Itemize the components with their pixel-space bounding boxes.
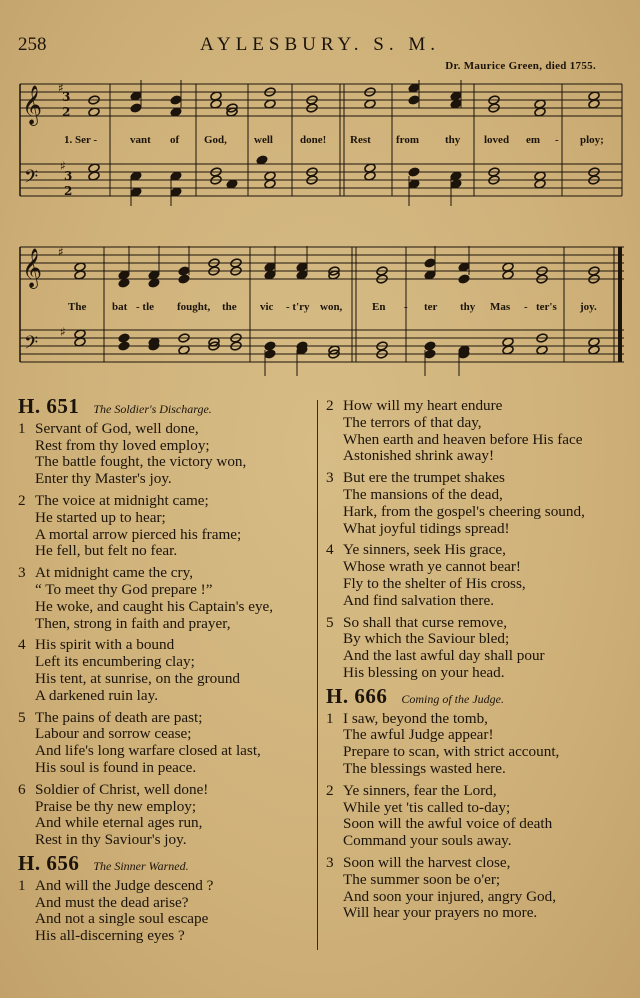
verse-line [18,671,316,688]
verse-line [18,582,316,599]
verse-text: And must the dead arise? [35,893,189,911]
verse-line [18,895,316,912]
stanza [326,470,626,537]
verse-line [326,816,626,833]
verse-text: Prepare to scan, with strict account, [343,743,560,761]
verse-line [18,928,316,945]
verse-text: Soon will the awful voice of death [343,815,553,833]
column-divider [317,400,318,950]
verse-line [18,782,316,799]
verse-text: Ye sinners, fear the Lord, [343,781,497,799]
verse-line [326,504,626,521]
verse-line [326,398,626,415]
svg-text:♯: ♯ [58,81,64,95]
verse-line [326,665,626,682]
lyric-syllable: em [526,134,541,146]
hymn-heading [326,683,626,708]
verse-number: 2 [326,781,334,799]
verse-line [18,654,316,671]
verse-line [18,688,316,705]
verse-text: And not a single soul escape [35,910,209,928]
verse-line [326,415,626,432]
verse-line [326,559,626,576]
lyric-syllable: The [68,301,87,313]
stanza [326,398,626,465]
hymn-heading [18,394,316,418]
lyric-syllable: - [404,301,408,313]
lyric-syllable: God, [204,134,227,146]
verse-text: The battle fought, the victory won, [35,453,247,471]
verse-text: Fly to the shelter of His cross, [343,574,526,592]
verse-text: And find salvation there. [343,591,494,609]
verse-text: And while eternal ages run, [35,814,203,832]
verse-number: 4 [18,636,26,654]
hymn-subtitle: The Sinner Warned. [93,858,189,873]
verse-line [18,493,316,510]
hymn-subtitle: The Soldier's Discharge. [93,402,212,416]
stanza [326,542,626,609]
lyric-syllable: fought, [177,301,211,313]
bass-clef-icon-2: 𝄢 [24,333,39,358]
lyric-syllable: ter's [536,301,557,313]
stanza [18,493,316,560]
verse-text: The pains of death are past; [35,708,203,726]
verse-text: He started up to hear; [35,508,166,526]
verse-text: How will my heart endure [343,397,503,414]
verse-number: 5 [326,613,334,631]
verse-text: So shall that curse remove, [343,613,508,631]
verse-line [18,815,316,832]
stanza [326,855,626,922]
verse-line [18,616,316,633]
verse-line [18,543,316,560]
lyric-syllable: thy [460,301,476,313]
lyric-syllable: 1. Ser - [64,134,98,146]
lyric-syllable: won, [320,301,343,313]
stanza [18,782,316,849]
verse-line [18,527,316,544]
svg-text:♯: ♯ [60,325,66,339]
verse-line [326,855,626,872]
verse-text: The blessings wasted here. [343,759,506,777]
verse-text: His soul is found in peace. [35,758,197,776]
verse-line [326,521,626,538]
verse-line [326,711,626,728]
verse-line [326,487,626,504]
stanza [326,711,626,778]
note-head [424,349,436,359]
lyric-syllable: joy. [580,301,597,313]
svg-text:2: 2 [62,105,71,119]
verse-number: 1 [18,876,26,894]
verse-line [18,911,316,928]
verse-line [326,744,626,761]
verse-line [326,889,626,906]
hymn-subtitle: Coming of the Judge. [401,691,504,706]
verse-text: A mortal arrow pierced his frame; [35,525,242,543]
verse-text: He woke, and caught his Captain's eye, [35,597,274,615]
treble-clef-icon-2: 𝄞 [22,248,43,288]
treble-clef-icon: 𝄞 [22,85,43,125]
staff-system2-bass [20,330,624,362]
lyric-syllable: - t'ry [286,301,310,313]
verse-text: A darkened ruin lay. [35,686,159,704]
composer-credit: Dr. Maurice Green, died 1755. [445,60,596,72]
lyrics-line-1 [64,134,604,146]
verse-text: While yet 'tis called to-day; [343,798,511,816]
lyric-syllable: thy [445,134,461,146]
verse-line [18,637,316,654]
verse-text: Labour and sorrow cease; [35,725,192,743]
verse-text: The summer soon be o'er; [343,870,501,888]
note-head [178,266,190,276]
verse-text: Will hear your prayers no more. [343,904,538,922]
verse-line [18,454,316,471]
lyric-syllable: vant [130,134,151,146]
note-head [170,95,182,105]
note-head [118,333,130,343]
verse-text: Servant of God, well done, [35,419,199,437]
verse-line [18,799,316,816]
verse-line [326,542,626,559]
verse-number: 4 [326,541,334,559]
verse-text: What joyful tidings spread! [343,519,510,537]
lyric-syllable: ploy; [580,134,604,146]
verse-text: Rest in thy Saviour's joy. [35,831,187,849]
verse-number: 2 [18,491,26,509]
verse-line [326,631,626,648]
verse-line [326,833,626,850]
right-column [326,398,626,927]
verse-line [18,878,316,895]
verse-text: His tent, at sunrise, on the ground [35,669,241,687]
lyric-syllable: En [372,301,386,313]
page-number: 258 [18,34,47,55]
verse-line [326,761,626,778]
note-head [178,274,190,284]
stanza [18,710,316,777]
verse-text: Hark, from the gospel's cheering sound, [343,502,585,520]
verse-text: “ To meet thy God prepare !” [35,580,213,598]
verse-number: 3 [326,469,334,487]
stanza [326,615,626,682]
lyrics-line-2 [68,301,597,313]
stanza [18,421,316,488]
verse-line [18,726,316,743]
verse-text: The terrors of that day, [343,413,482,431]
svg-text:3: 3 [62,90,71,104]
verse-line [326,615,626,632]
verse-text: At midnight came the cry, [35,564,194,582]
verse-line [326,470,626,487]
verse-line [18,760,316,777]
verse-text: His all-discerning eyes ? [35,927,185,945]
verse-number: 6 [18,780,26,798]
verse-text: Enter thy Master's joy. [35,470,172,488]
left-column [18,394,316,950]
note-head [458,274,470,284]
note-head [130,103,142,113]
bass-clef-icon: 𝄢 [24,167,39,192]
verse-line [326,576,626,593]
lyric-syllable: vic [260,301,274,313]
verse-text: Whose wrath ye cannot bear! [343,558,521,576]
verse-line [326,432,626,449]
verse-text: Praise be thy new employ; [35,797,197,815]
tune-title: AYLESBURY. S. M. [200,34,440,55]
svg-text:3: 3 [64,169,73,183]
note-head [424,341,436,351]
verse-text: I saw, beyond the tomb, [343,709,488,727]
verse-line [18,438,316,455]
verse-line [326,448,626,465]
verse-line [18,471,316,488]
lyric-syllable: - [524,301,528,313]
verse-text: And will the Judge descend ? [35,876,214,894]
verse-text: His blessing on your head. [343,663,505,681]
lyric-syllable: Mas [490,301,511,313]
lyric-syllable: ter [424,301,438,313]
hymn-number: H. 666 [326,683,388,708]
verse-line [18,743,316,760]
verse-line [18,510,316,527]
verse-line [326,593,626,610]
verse-line [326,800,626,817]
verse-text: He fell, but felt no fear. [35,542,178,560]
lyric-syllable: the [222,301,237,313]
verse-line [326,648,626,665]
verse-number: 3 [326,853,334,871]
verse-text: But ere the trumpet shakes [343,469,505,487]
note-head [118,341,130,351]
svg-text:2: 2 [64,184,73,198]
note-head [424,258,436,268]
verse-text: And the last awful day shall pour [343,647,545,665]
hymn-number: H. 656 [18,850,80,875]
verse-text: Command your souls away. [343,832,512,850]
verse-line [18,599,316,616]
verse-text: Rest from thy loved employ; [35,436,210,454]
verse-text: The mansions of the dead, [343,485,503,503]
verse-text: When earth and heaven before His face [343,430,583,448]
verse-text: And life's long warfare closed at last, [35,742,261,760]
verse-text: And soon your injured, angry God, [343,887,557,905]
note-head [408,167,420,177]
verse-text: The voice at midnight came; [35,491,209,509]
verse-text: Then, strong in faith and prayer, [35,614,231,632]
verse-number: 1 [18,419,26,437]
lyric-syllable: - tle [136,301,155,313]
hymn-number: H. 651 [18,394,80,418]
verse-line [18,710,316,727]
verse-text: Left its encumbering clay; [35,653,195,671]
verse-text: Ye sinners, seek His grace, [343,541,506,559]
verse-text: Soon will the harvest close, [343,853,511,871]
note-head [408,95,420,105]
verse-text: The awful Judge appear! [343,726,494,744]
verse-line [326,727,626,744]
svg-text:♯: ♯ [58,245,64,259]
svg-text:♯: ♯ [60,159,66,173]
lyric-syllable: done! [300,134,327,146]
lyric-syllable: well [254,134,273,146]
lyric-syllable: - [555,134,559,146]
verse-text: Astonished shrink away! [343,447,495,465]
stanza [18,637,316,704]
staff-system2-treble [20,247,624,279]
notes-layer [74,80,600,376]
verse-number: 3 [18,564,26,582]
verse-number: 5 [18,708,26,726]
verse-text: His spirit with a bound [35,636,175,654]
verse-text: Soldier of Christ, well done! [35,780,209,798]
note-head [264,349,276,359]
stanza [326,783,626,850]
verse-line [18,565,316,582]
verse-text: By which the Saviour bled; [343,630,510,648]
note-head [264,341,276,351]
verse-line [326,783,626,800]
lyric-syllable: of [170,134,180,146]
lyric-syllable: from [396,134,420,146]
stanza [18,565,316,632]
verse-line [18,832,316,849]
lyric-syllable: loved [484,134,510,146]
stanza [18,878,316,945]
verse-line [326,905,626,922]
lyric-syllable: Rest [350,134,371,146]
verse-line [326,872,626,889]
lyric-syllable: bat [112,301,128,313]
hymn-heading [18,850,316,875]
verse-number: 1 [326,709,334,727]
verse-line [18,421,316,438]
music-score [0,0,640,390]
verse-number: 2 [326,397,334,414]
